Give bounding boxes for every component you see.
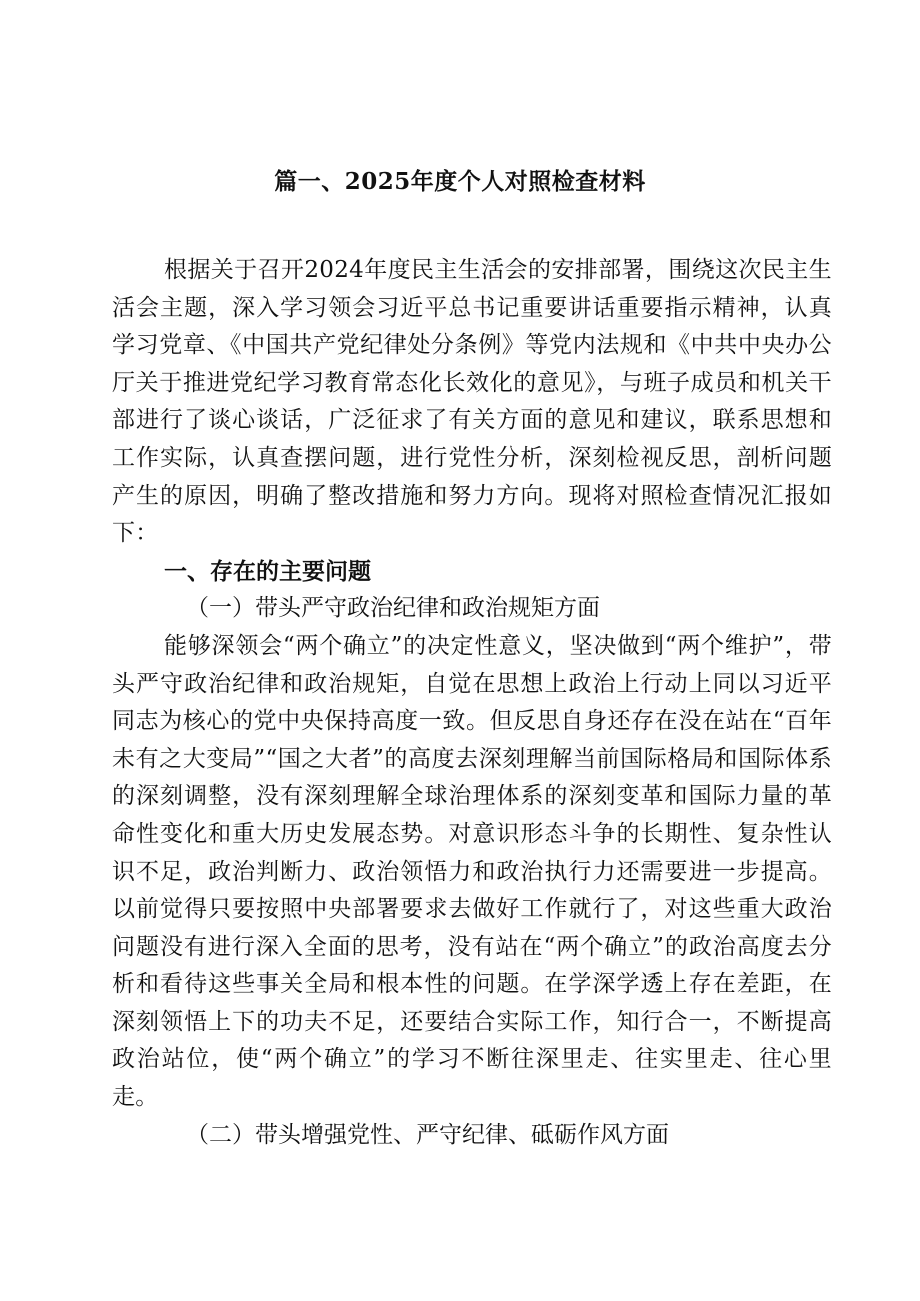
section-heading-main-problems: 一、存在的主要问题 <box>164 557 371 585</box>
subsection-heading-party-spirit: （二）带头增强党性、严守纪律、砥砺作风方面 <box>186 1121 669 1148</box>
document-title: 篇一、2025年度个人对照检查材料 <box>274 168 646 195</box>
intro-paragraph: 根据关于召开2024年度民主生活会的安排部署，围绕这次民主生活会主题，深入学习领会习近平总书记重要讲话重要指示精神，认真学习党章、《中国共产党纪律处分条例》等党内法规和《中共中央办公厅关于推进党纪学习教育常态化长效化的意见》，与班子成员和机关干部进行了谈心谈话，广泛征求了有关方面的意见和建议，联系思想和工作实际，认真查摆问题，进行党性分析，深刻检视反思，剖析问题产生的原因，明确了整改措施和努力方向。现将对照检查情况汇报如下： <box>112 257 832 547</box>
document-body <box>112 252 832 1154</box>
political-discipline-paragraph: 能够深领会“两个确立”的决定性意义，坚决做到“两个维护”，带头严守政治纪律和政治规矩，自觉在思想上政治上行动上同以习近平同志为核心的党中央保持高度一致。但反思自身还存在没在站在“百年未有之大变局”“国之大者”的高度去深刻理解当前国际格局和国际体系的深刻调整，没有深刻理解全球治理体系的深刻变革和国际力量的革命性变化和重大历史发展态势。对意识形态斗争的长期性、复杂性认识不足，政治判断力、政治领悟力和政治执行力还需要进一步提高。以前觉得只要按照中央部署要求去做好工作就行了，对这些重大政治问题没有进行深入全面的思考，没有站在“两个确立”的政治高度去分析和看待这些事关全局和根本性的问题。在学深学透上存在差距，在深刻领悟上下的功夫不足，还要结合实际工作，知行合一，不断提高政治站位，使“两个确立”的学习不断往深里走、往实里走、往心里走。 <box>112 632 832 1111</box>
subsection-heading-political-discipline: （一）带头严守政治纪律和政治规矩方面 <box>186 595 600 622</box>
